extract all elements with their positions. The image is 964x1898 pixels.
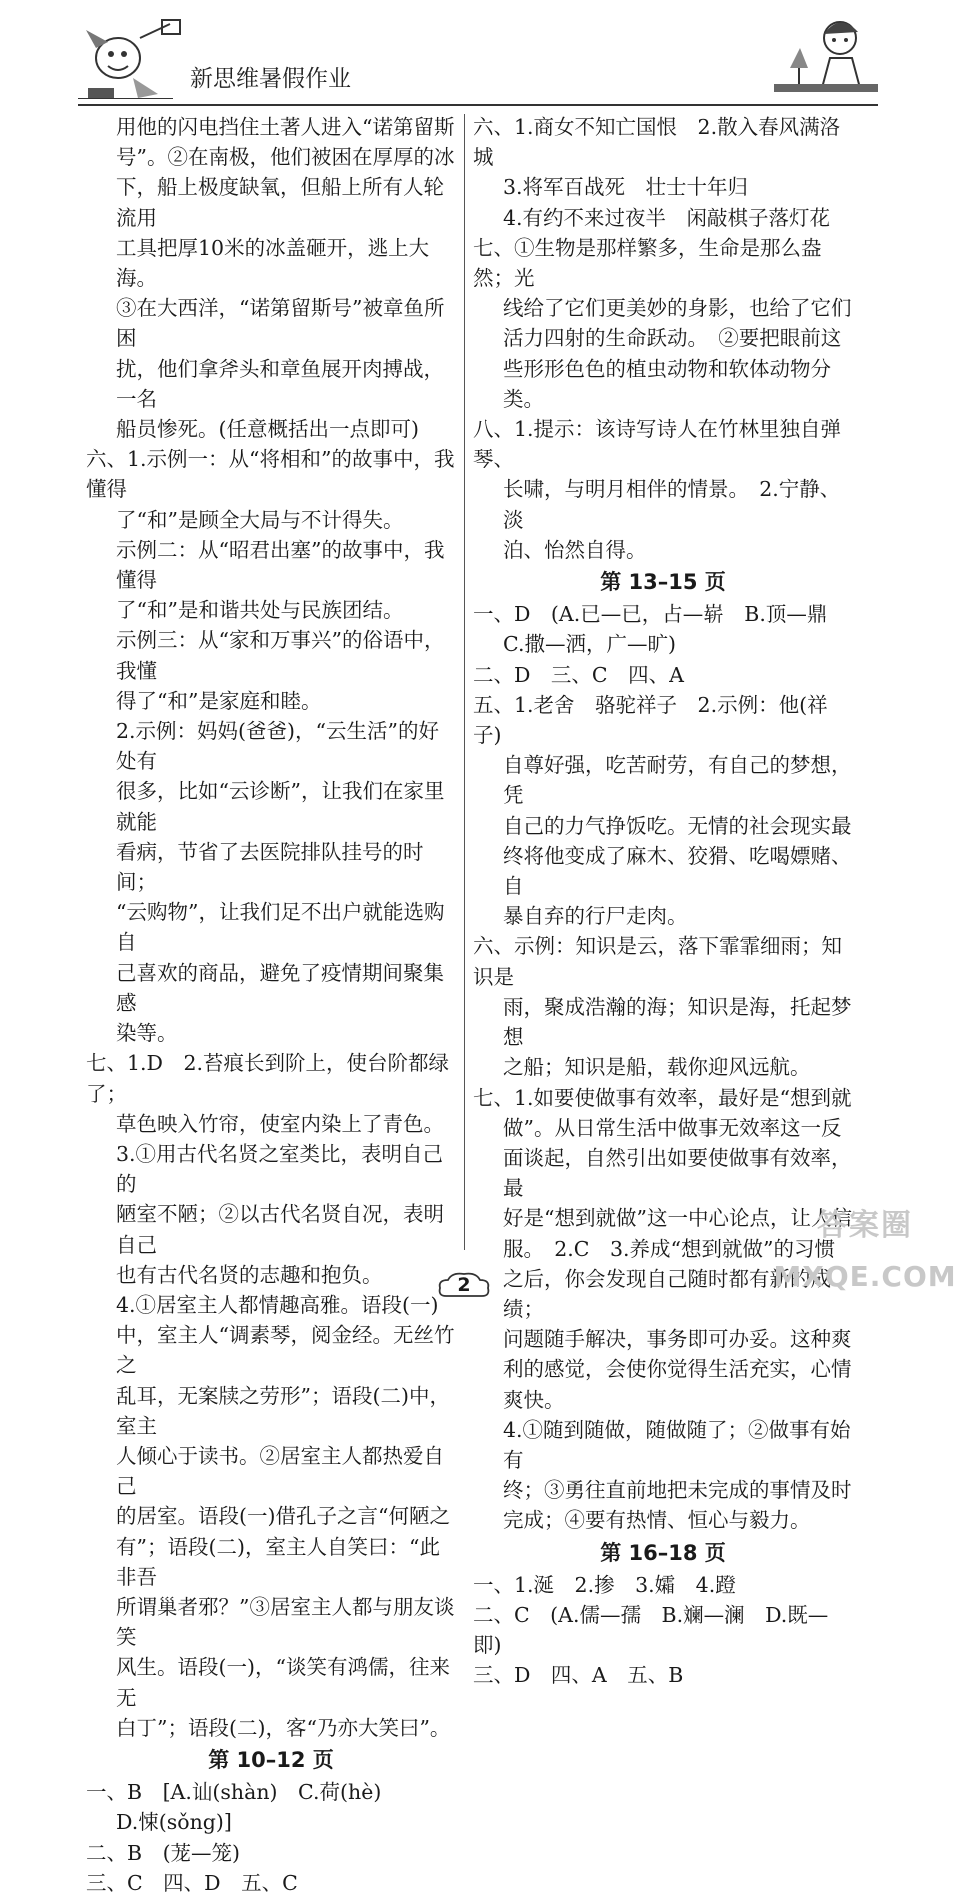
text-line: 了“和”是和谐共处与民族团结。 [116,598,404,623]
text-line: 3.将军百战死 壮士十年归 [503,175,749,200]
page-number-text: 2 [457,1274,471,1296]
text-line: 中，室主人“调素琴，阅金经。无丝竹之 [116,1323,455,1378]
text-line: 人倾心于读书。②居室主人都热爱自己 [116,1443,444,1499]
text-line: 一、1.涎 2.掺 3.孀 4.蹬 [473,1572,736,1597]
watermark-logo: 答案圈 [817,1208,913,1243]
text-line: 工具把厚10米的冰盖砸开，逃上大海。 [116,235,430,291]
section-heading: 第 10–12 页 [208,1747,334,1772]
text-line: 自己的力气挣饭吃。无情的社会现实最 [503,813,852,838]
text-line: 雨，聚成浩瀚的海；知识是海，托起梦想 [503,994,852,1050]
text-line: 三、C 四、D 五、C [86,1870,298,1895]
text-line: 4.①居室主人都情趣高雅。语段(一) [116,1292,439,1317]
text-line: 利的感觉，会使你觉得生活充实，心情 [503,1357,852,1382]
text-line: 看病，节省了去医院排队挂号的时间； [116,839,424,895]
header-rule [78,104,878,106]
text-line: 终；③勇往直前地把未完成的事情及时 [503,1478,852,1503]
text-line: 问题随手解决，事务即可办妥。这种爽 [503,1327,852,1352]
text-line: 些形形色色的植虫动物和软体动物分类。 [503,356,831,411]
text-line: 的居室。语段(一)借孔子之言“何陋之 [116,1504,450,1529]
text-line: 乱耳，无案牍之劳形”；语段(二)中，室主 [116,1383,450,1438]
text-line: 好是“想到就做”这一中心论点，让人信 [503,1206,852,1231]
text-line: 船员惨死。(任意概括出一点即可) [116,417,419,442]
watermark-url: MXQE.COM [773,1260,957,1293]
text-line: 很多，比如“云诊断”，让我们在家里就能 [116,779,445,834]
section-heading: 第 13–15 页 [600,570,726,595]
text-line: 五、1.老舍 骆驼祥子 2.示例：他(祥子) [473,692,828,748]
text-line: 二、B (茏—笼) [86,1840,241,1865]
text-line: D.悚(sǒng)] [116,1810,232,1835]
page-header [0,0,964,110]
text-line: 六、1.商女不知亡国恨 2.散入春风满洛城 [473,115,841,170]
cartoon-girl-reading-icon [770,8,880,104]
text-line: C.撒—洒，广—旷) [503,632,676,657]
text-line: 示例二：从“昭君出塞”的故事中，我懂得 [116,537,445,593]
text-line: 活力四射的生命跃动。 ②要把眼前这 [503,326,842,351]
text-line: 草色映入竹帘，使室内染上了青色。 [116,1111,444,1136]
text-line: 终将他变成了麻木、狡猾、吃喝嫖赌、自 [503,843,852,899]
text-line: 面谈起，自然引出如要使做事有效率，最 [503,1145,852,1201]
page-number [436,1270,492,1302]
text-line: 一、D (A.已—已，占—崭 B.顶—鼎 [473,602,828,627]
text-line: 自尊好强，吃苦耐劳，有自己的梦想，凭 [503,753,852,808]
text-line: 白丁”；语段(二)，客“乃亦大笑曰”。 [116,1715,451,1740]
text-line: 染等。 [116,1021,178,1046]
text-line: 示例三：从“家和万事兴”的俗语中，我懂 [116,628,445,683]
text-line: 服。 2.C 3.养成“想到就做”的习惯 [503,1236,836,1261]
text-line: 六、示例：知识是云，落下霏霏细雨；知识是 [473,934,842,989]
text-line: 3.①用古代名贤之室类比，表明自己的 [116,1141,444,1197]
text-line: 也有古代名贤的志趣和抱负。 [116,1262,383,1287]
text-line: 完成；④要有热情、恒心与毅力。 [503,1508,811,1533]
text-line: 三、D 四、A 五、B [473,1663,684,1688]
text-line: 线给了它们更美妙的身影，也给了它们 [503,296,852,321]
header-underline-left [78,98,173,99]
left-column [86,112,456,1898]
text-line: 泊、怡然自得。 [503,537,647,562]
text-line: 4.有约不来过夜半 闲敲棋子落灯花 [503,205,831,230]
text-line: 之后，你会发现自己随时都有新的成绩； [503,1266,831,1321]
text-line: 号”。②在南极，他们被困在厚厚的冰 [116,145,455,170]
text-line: 暴自弃的行尸走肉。 [503,904,688,929]
text-line: 七、1.如要使做事有效率，最好是“想到就 [473,1085,852,1110]
text-line: 之船；知识是船，载你迎风远航。 [503,1055,811,1080]
text-line: 所谓巢者邪？”③居室主人都与朋友谈笑 [116,1594,455,1650]
text-line: 扰，他们拿斧头和章鱼展开肉搏战，一名 [116,356,444,411]
text-line: 二、D 三、C 四、A [473,662,684,687]
text-line: “云购物”，让我们足不出户就能选购自 [116,900,445,955]
cartoon-boy-icon [78,18,188,102]
text-line: 长啸，与明月相伴的情景。 2.宁静、淡 [503,477,841,532]
text-line: 七、1.D 2.苔痕长到阶上，使台阶都绿了； [86,1051,450,1106]
text-line: 下，船上极度缺氧，但船上所有人轮流用 [116,175,444,230]
section-heading: 第 16–18 页 [600,1540,726,1565]
text-line: 八、1.提示：该诗写诗人在竹林里独自弹琴、 [473,417,842,472]
column-divider [464,114,465,1250]
text-line: 得了“和”是家庭和睦。 [116,688,322,713]
text-line: 2.示例：妈妈(爸爸)，“云生活”的好处有 [116,719,440,774]
text-line: 陋室不陋；②以古代名贤自况，表明自己 [116,1202,444,1257]
header-title: 新思维暑假作业 [190,66,351,92]
text-line: 4.①随到随做，随做随了；②做事有始有 [503,1417,851,1472]
text-line: 了“和”是顾全大局与不计得失。 [116,507,404,532]
text-line: 用他的闪电挡住土著人进入“诺第留斯 [116,115,455,139]
text-line: 一、B [A.讪(shàn) C.荷(hè) [86,1780,382,1805]
text-line: ③在大西洋，“诺第留斯号”被章鱼所困 [116,296,445,351]
text-line: 己喜欢的商品，避免了疫情期间聚集感 [116,960,444,1015]
text-line: 做”。从日常生活中做事无效率这一反 [503,1115,842,1140]
text-line: 风生。语段(一)，“谈笑有鸿儒，往来无 [116,1655,450,1710]
right-column [473,112,853,1691]
text-line: 有”；语段(二)，室主人自笑曰：“此非吾 [116,1534,440,1589]
text-line: 爽快。 [503,1387,565,1412]
text-line: 七、①生物是那样繁多，生命是那么盎然；光 [473,235,822,291]
text-line: 二、C (A.儒—孺 B.斓—澜 D.既—即) [473,1602,829,1658]
text-line: 六、1.示例一：从“将相和”的故事中，我懂得 [86,447,455,502]
